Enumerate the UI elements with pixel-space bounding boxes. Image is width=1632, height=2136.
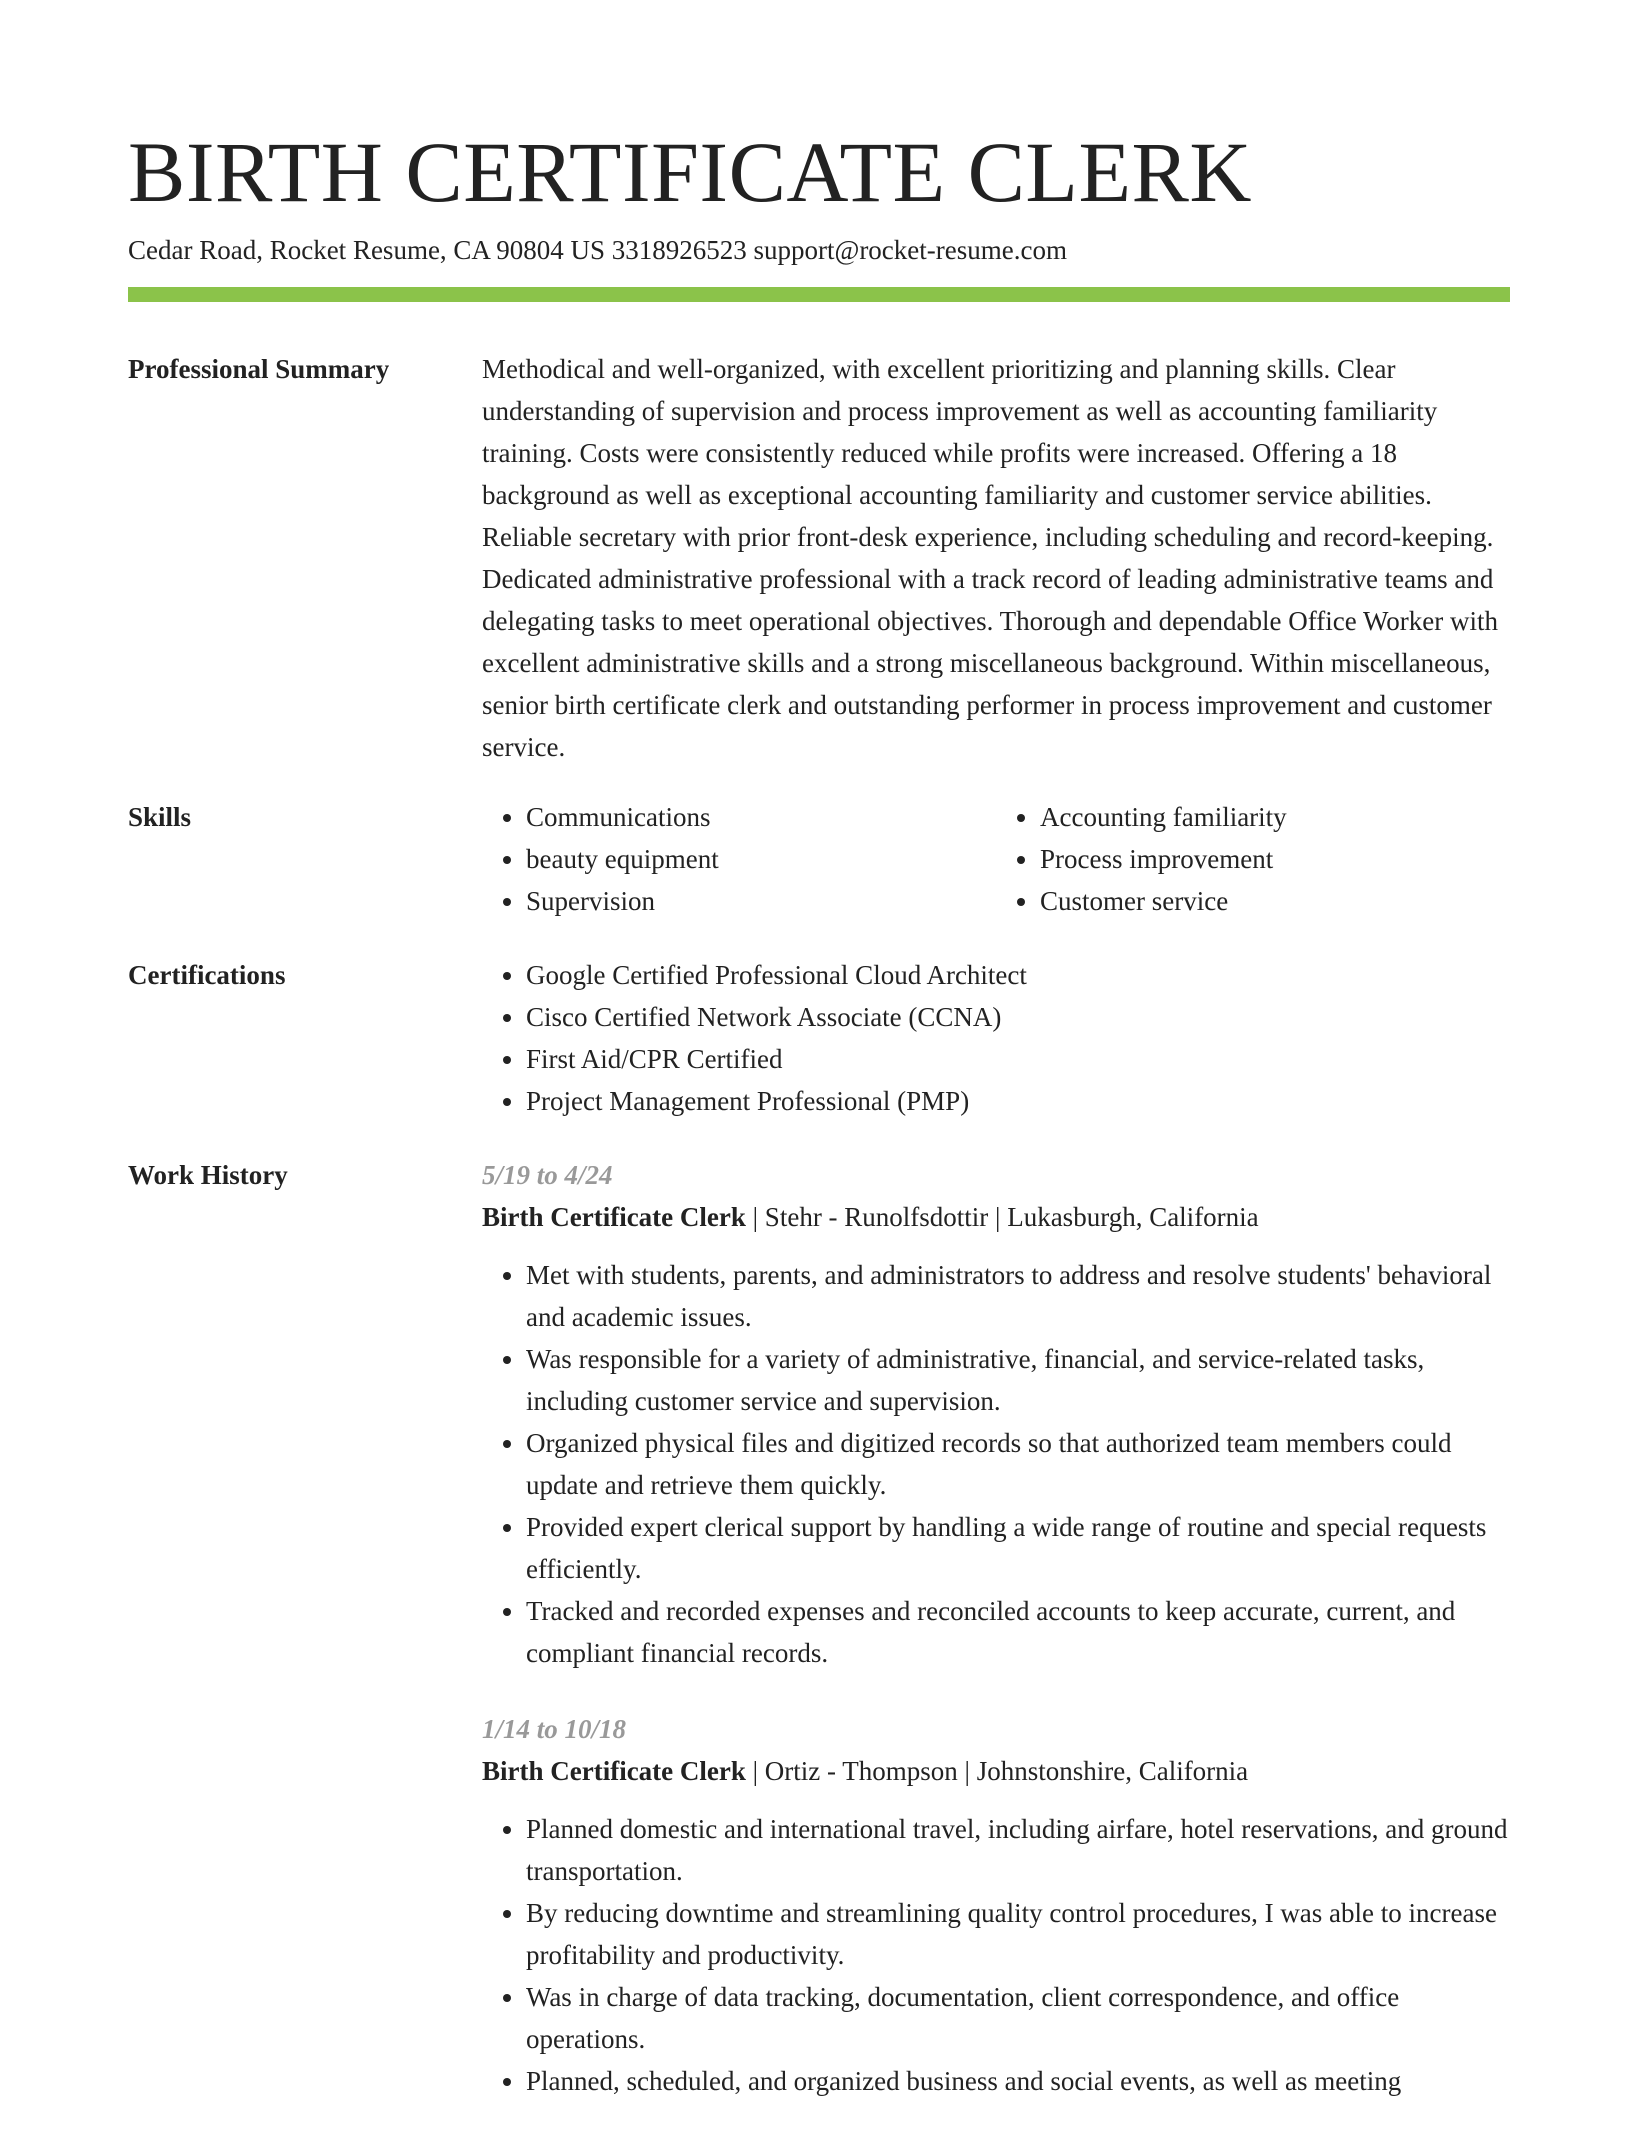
job-bullet: • Planned domestic and international travel, including airfare, hotel reservations, and ground transportation. — [526, 1808, 1510, 1892]
job-bullet: • By reducing downtime and streamlining quality control procedures, I was able to increase profitability and productivity. — [526, 1892, 1510, 1976]
job-dates: 5/19 to 4/24 — [482, 1160, 613, 1190]
job-bullet: • Was in charge of data tracking, documentation, client correspondence, and office operations. — [526, 1976, 1510, 2060]
summary-body — [482, 348, 1510, 768]
skills-list-left — [482, 796, 996, 922]
job-bullet: • Organized physical files and digitized records so that authorized team members could update and retrieve them quickly. — [526, 1422, 1510, 1506]
job-role-line — [482, 1750, 1510, 1792]
job-employer-location: | Ortiz - Thompson | Johnstonshire, California — [745, 1756, 1249, 1786]
skills-body — [482, 796, 1510, 922]
skill-item: • beauty equipment — [526, 838, 996, 880]
job-entry — [482, 1154, 1510, 1674]
skill-item: • Customer service — [1040, 880, 1510, 922]
job-bullets — [482, 1254, 1510, 1674]
section-title-skills: Skills — [128, 802, 192, 832]
job-role-line — [482, 1196, 1510, 1238]
summary-text: Methodical and well-organized, with excellent prioritizing and planning skills. Clear understanding of supervision and process improvement as well as accounting familiarity training. Costs were consistently reduced while profits were increased. Offering a 18 background as well as exceptional accounting familiarity and customer service abilities. Reliable secretary with prior front-desk experience, including scheduling and record-keeping. Dedicated administrative professional with a track record of leading administrative teams and delegating tasks to meet operational objectives. Thorough and dependable Office Worker with excellent administrative skills and a strong miscellaneous background. Within miscellaneous, senior birth certificate clerk and outstanding performer in process improvement and customer service. — [482, 354, 1499, 762]
work-history-body — [482, 1154, 1510, 2136]
job-bullets — [482, 1808, 1510, 2102]
job-bullet: • Met with students, parents, and administrators to address and resolve students' behavioral and academic issues. — [526, 1254, 1510, 1338]
section-title-certifications: Certifications — [128, 960, 286, 990]
skill-item: • Process improvement — [1040, 838, 1510, 880]
job-employer-location: | Stehr - Runolfsdottir | Lukasburgh, California — [745, 1202, 1259, 1232]
job-title: Birth Certificate Clerk — [482, 1202, 746, 1232]
job-bullet: • Was responsible for a variety of administrative, financial, and service-related tasks, including customer service and supervision. — [526, 1338, 1510, 1422]
job-bullet: • Planned, scheduled, and organized business and social events, as well as meeting — [526, 2060, 1510, 2102]
certifications-body — [482, 954, 1510, 1122]
section-title-work-history: Work History — [128, 1160, 288, 1190]
skill-item: • Communications — [526, 796, 996, 838]
skill-item: • Supervision — [526, 880, 996, 922]
job-title: Birth Certificate Clerk — [482, 1756, 746, 1786]
certification-item: • Google Certified Professional Cloud Architect — [526, 954, 1510, 996]
skills-list-right — [996, 796, 1510, 922]
skill-item: • Accounting familiarity — [1040, 796, 1510, 838]
contact-info: Cedar Road, Rocket Resume, CA 90804 US 3318926523 support@rocket-resume.com — [128, 235, 1067, 265]
certification-item: • Project Management Professional (PMP) — [526, 1080, 1510, 1122]
job-entry — [482, 1708, 1510, 2102]
certifications-list — [482, 954, 1510, 1122]
job-dates: 1/14 to 10/18 — [482, 1714, 627, 1744]
certification-item: • First Aid/CPR Certified — [526, 1038, 1510, 1080]
certification-item: • Cisco Certified Network Associate (CCNA) — [526, 996, 1510, 1038]
section-title-summary: Professional Summary — [128, 354, 390, 384]
job-bullet: • Tracked and recorded expenses and reconciled accounts to keep accurate, current, and compliant financial records. — [526, 1590, 1510, 1674]
job-bullet: • Provided expert clerical support by handling a wide range of routine and special requests efficiently. — [526, 1506, 1510, 1590]
skills-grid — [482, 796, 1510, 922]
header-accent-bar — [128, 287, 1510, 302]
candidate-name: BIRTH CERTIFICATE CLERK — [128, 124, 1252, 220]
